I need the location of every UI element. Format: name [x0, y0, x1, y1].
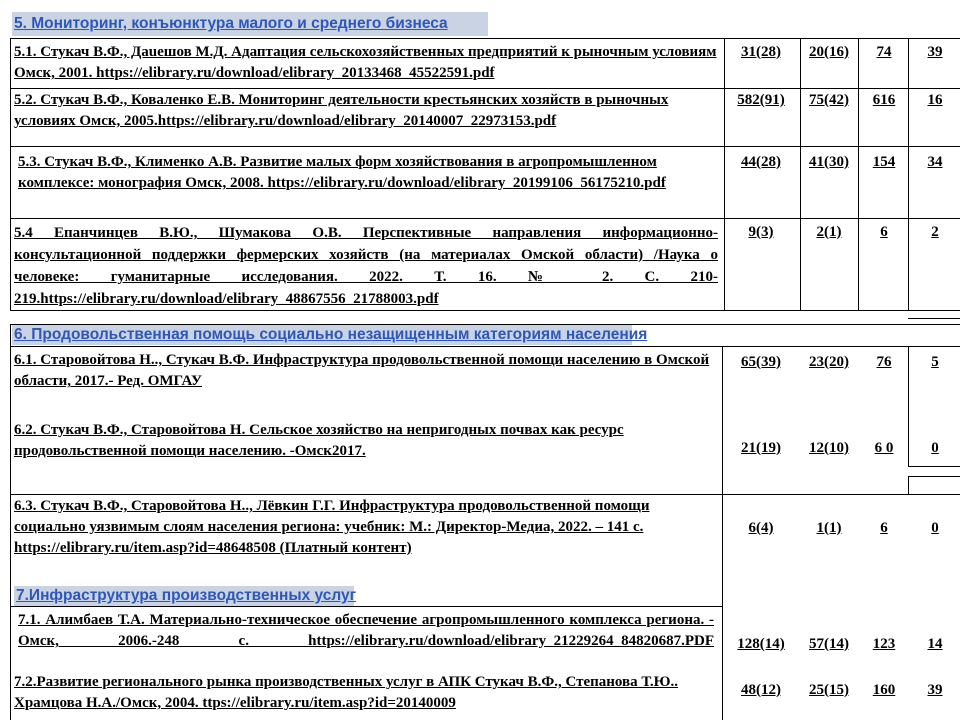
grid-line	[722, 346, 723, 720]
value-cell: 41(30)	[809, 154, 849, 170]
grid-line	[10, 494, 960, 495]
value-cell: 48(12)	[741, 682, 781, 698]
value-cell: 65(39)	[741, 354, 781, 370]
grid-line	[908, 38, 909, 310]
value-cell: 6(4)	[748, 520, 774, 536]
grid-line	[10, 38, 960, 39]
value-cell: 12(10)	[809, 440, 849, 456]
grid-line	[908, 476, 960, 477]
value-cell: 160	[872, 682, 896, 698]
grid-line	[908, 476, 909, 494]
value-cell: 57(14)	[809, 636, 849, 652]
grid-line	[10, 324, 11, 720]
value-cell: 75(42)	[809, 92, 849, 108]
entry-text: 6.2. Стукач В.Ф., Старовойтова Н. Сельское хозяйство на непригодных почвах как ресурс продовольственной помощи населению. -Омск2017.	[14, 422, 624, 459]
section-title: 5. Мониторинг, конъюнктура малого и среднего бизнеса	[14, 15, 448, 32]
entry-text: 6.1. Старовойтова Н.., Стукач В.Ф. Инфраструктура продовольственной помощи населению в Омской области, 2017.- Ред. ОМГАУ	[14, 352, 710, 389]
grid-line	[10, 310, 960, 311]
value-cell: 16	[927, 92, 943, 108]
grid-line	[908, 318, 960, 319]
grid-line	[10, 346, 960, 347]
grid-line	[908, 466, 960, 467]
entry-text: 7.2.Развитие регионального рынка производственных услуг в АПК Стукач В.Ф., Степанова Т.Ю.. Храмцова Н.А./Омск, 2004. ttps://elibrary.ru/item.asp?id=20140009	[14, 674, 679, 711]
value-cell: 25(15)	[809, 682, 849, 698]
entry-text: 6.3. Стукач В.Ф., Старовойтова Н.., Лёвкин Г.Г. Инфраструктура продовольственной помощи социально уязвимым слоям населения региона: учебник: М.: Директор-Медиа, 2022. – 141 с. https://elibrary.ru/item.asp?id=48648508 (Платный контент)	[14, 498, 650, 556]
value-cell: 6	[880, 520, 888, 536]
value-cell: 616	[872, 92, 896, 108]
value-cell: 39	[927, 44, 943, 60]
value-cell: 6	[880, 224, 888, 240]
value-cell: 34	[927, 154, 943, 170]
value-cell: 23(20)	[809, 354, 849, 370]
value-cell: 5	[931, 354, 939, 370]
value-cell: 154	[872, 154, 896, 170]
value-cell: 0	[931, 440, 939, 456]
grid-line	[10, 88, 960, 89]
entry-text: 5.4 Епанчинцев В.Ю., Шумакова О.В. Перспективные направления информационно-консультационной поддержки фермерских хозяйств (на материалах Омской области) /Наука о человеке: гуманитарные исследования. 2022. Т. 16. № 2. С. 210-219.https://elibrary.ru/download/elibrary_48867556_21788003.pdf	[14, 225, 718, 307]
value-cell: 6 0	[874, 440, 894, 456]
grid-line	[10, 606, 722, 607]
grid-line	[724, 38, 725, 310]
value-cell: 0	[931, 520, 939, 536]
value-cell: 74	[876, 44, 892, 60]
value-cell: 9(3)	[748, 224, 774, 240]
value-cell: 582(91)	[737, 92, 785, 108]
value-cell: 76	[876, 354, 892, 370]
value-cell: 39	[927, 682, 943, 698]
value-cell: 2	[931, 224, 939, 240]
entry-text: 5.1. Стукач В.Ф., Даueшов М.Д. Адаптация сельскохозяйственных предприятий к рыночным условиям Омск, 2001. https://elibrary.ru/download/elibrary_20133468_45522591.pdf	[14, 44, 717, 81]
value-cell: 14	[927, 636, 943, 652]
grid-line	[800, 38, 801, 310]
value-cell: 123	[872, 636, 896, 652]
grid-line	[10, 218, 960, 219]
grid-line	[10, 38, 11, 310]
entry-text: 5.2. Стукач В.Ф., Коваленко Е.В. Мониторинг деятельности крестьянских хозяйств в рыночных условиях Омск, 2005.https://elibrary.ru/download/elibrary_20140007_22973153.pdf	[14, 92, 669, 129]
section-title: 6. Продовольственная помощь социально незащищенным категориям населения	[14, 326, 648, 343]
value-cell: 21(19)	[741, 440, 781, 456]
value-cell: 128(14)	[737, 636, 785, 652]
value-cell: 44(28)	[741, 154, 781, 170]
value-cell: 1(1)	[816, 520, 842, 536]
value-cell: 2(1)	[816, 224, 842, 240]
grid-line	[858, 38, 859, 310]
value-cell: 20(16)	[809, 44, 849, 60]
entry-text: 7.1. Алимбаев Т.А. Материально-техническое обеспечение агропромышленного комплекса региона. - Омск, 2006.-248 с. https://elibrary.ru/download/elibrary_21229264_84820687.PDF	[18, 612, 714, 649]
value-cell: 31(28)	[741, 44, 781, 60]
entry-text: 5.3. Стукач В.Ф., Клименко А.В. Развитие малых форм хозяйствования в агропромышленном комплексе: монография Омск, 2008. https://elibrary.ru/download/elibrary_20199106_56175210.pdf	[18, 154, 666, 191]
section-title: 7.Инфраструктура производственных услуг	[16, 587, 357, 604]
grid-line	[908, 346, 909, 466]
grid-line	[10, 146, 960, 147]
